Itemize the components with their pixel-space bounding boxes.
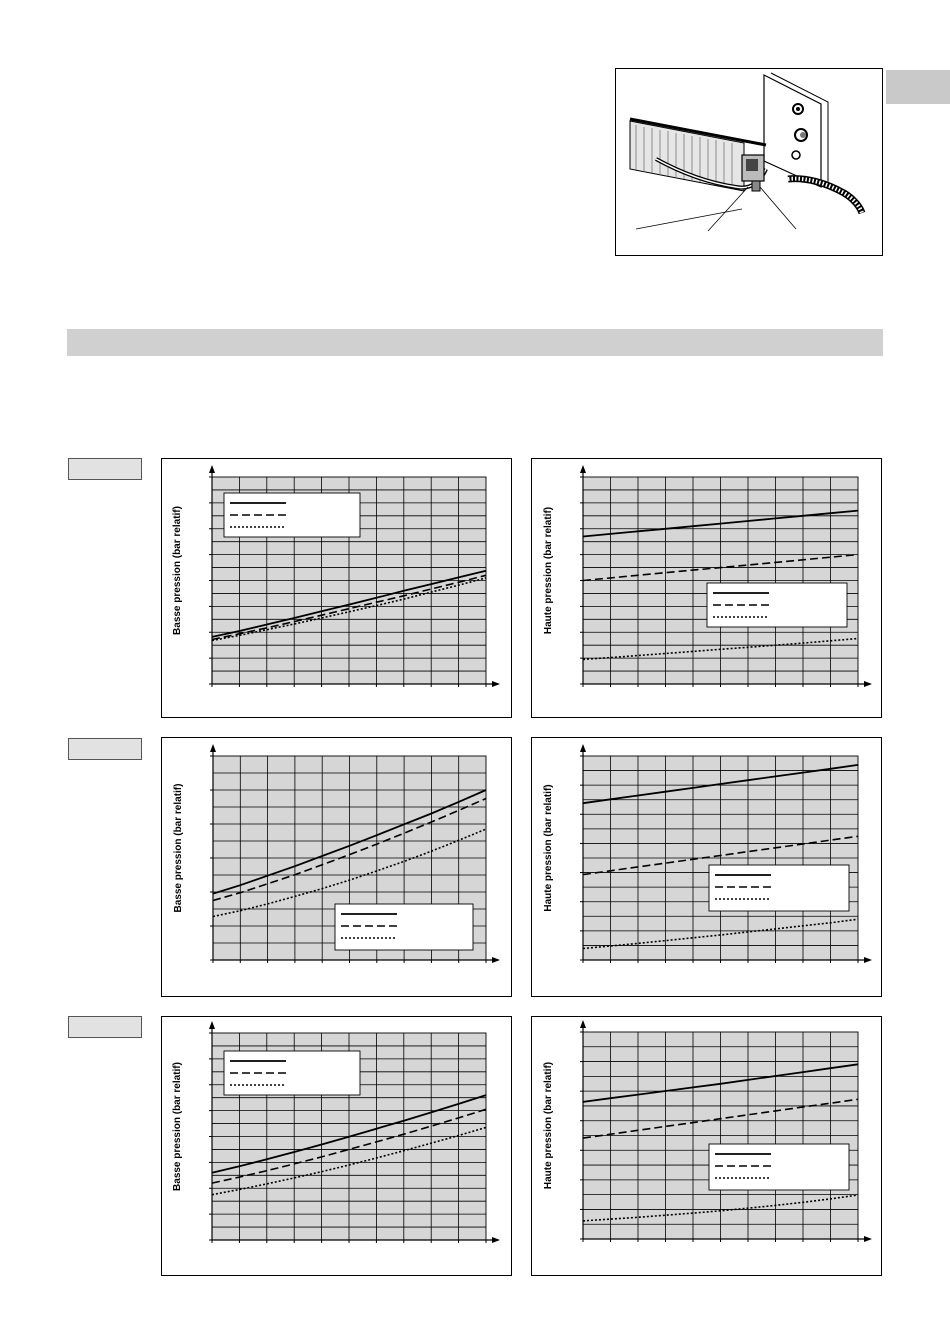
y-axis-label: Haute pression (bar relatif) bbox=[543, 784, 554, 912]
chart-canvas bbox=[162, 459, 513, 719]
y-axis-arrow bbox=[580, 1020, 586, 1028]
high-pressure-chart-3 bbox=[531, 1016, 882, 1276]
legend-box bbox=[709, 1144, 849, 1190]
low-pressure-chart-2 bbox=[161, 737, 512, 997]
model-label-box bbox=[68, 458, 142, 480]
chart-canvas bbox=[532, 1017, 883, 1277]
chart-canvas bbox=[162, 738, 513, 998]
chart-canvas bbox=[532, 738, 883, 998]
x-axis-arrow bbox=[864, 957, 872, 963]
y-axis-label: Basse pression (bar relatif) bbox=[172, 506, 183, 635]
high-pressure-chart-2 bbox=[531, 737, 882, 997]
model-label-box bbox=[68, 1016, 142, 1038]
y-axis-label: Basse pression (bar relatif) bbox=[172, 1062, 183, 1191]
x-axis-arrow bbox=[492, 681, 500, 687]
x-axis-arrow bbox=[492, 957, 500, 963]
y-axis-arrow bbox=[209, 465, 215, 473]
y-axis-label: Haute pression (bar relatif) bbox=[543, 506, 554, 635]
y-axis-arrow bbox=[210, 744, 216, 752]
model-label-box bbox=[68, 738, 142, 760]
x-axis-arrow bbox=[864, 681, 872, 687]
y-axis-arrow bbox=[580, 744, 586, 752]
y-axis-label: Haute pression (bar relatif) bbox=[543, 1061, 554, 1190]
section-header-bar bbox=[67, 329, 883, 356]
y-axis-arrow bbox=[580, 465, 586, 473]
low-pressure-chart-1 bbox=[161, 458, 512, 718]
chart-canvas bbox=[532, 459, 883, 719]
high-pressure-chart-1 bbox=[531, 458, 882, 718]
legend-box bbox=[335, 904, 473, 950]
chart-canvas bbox=[162, 1017, 513, 1277]
x-axis-arrow bbox=[492, 1237, 500, 1243]
x-axis-arrow bbox=[864, 1236, 872, 1242]
unit-illustration bbox=[615, 68, 883, 256]
y-axis-label: Basse pression (bar relatif) bbox=[173, 783, 184, 913]
y-axis-arrow bbox=[209, 1021, 215, 1029]
legend-box bbox=[709, 865, 849, 911]
low-pressure-chart-3 bbox=[161, 1016, 512, 1276]
page-tab-marker bbox=[886, 70, 950, 104]
